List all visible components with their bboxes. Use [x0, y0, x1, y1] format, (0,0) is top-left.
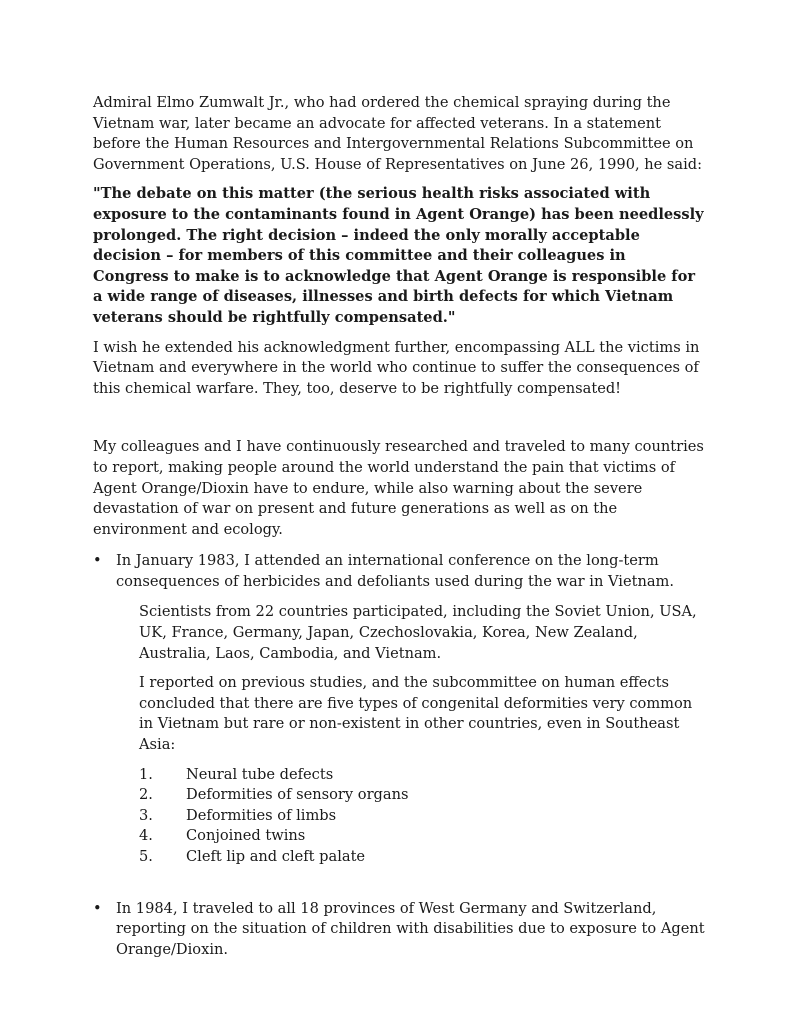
participants-paragraph: Scientists from 22 countries participated, including the Soviet Union, USA, UK, France, Germany, Japan, Czechoslovakia, Korea, New Zealand, Australia, Laos, Cambodia, and Vietnam. [139, 603, 697, 662]
bullet-text-1984: In 1984, I traveled to all 18 provinces of West Germany and Switzerland, reporting on the situation of children with disabilities due to exposure to Agent Orange/Dioxin. [116, 899, 705, 958]
colleagues-paragraph: My colleagues and I have continuously researched and traveled to many countries to report, making people around the world understand the pain that victims of Agent Orange/Dioxin have to endure, while also warning about the severe devastation of war on present and future generations as well as on the environment and ecology. [93, 438, 704, 538]
list-number: 4. [139, 827, 153, 845]
list-item [139, 785, 705, 806]
bullet-text-1983: In January 1983, I attended an international conference on the long-term consequences of herbicides and defoliants used during the war in Vietnam. [116, 552, 675, 590]
bullet-icon: • [93, 552, 102, 570]
list-text: Conjoined twins [186, 827, 306, 845]
list-number: 2. [139, 786, 153, 804]
list-text: Deformities of limbs [186, 806, 337, 824]
list-item [139, 806, 705, 827]
list-item [139, 765, 705, 786]
list-item [139, 847, 705, 868]
list-text: Neural tube defects [186, 765, 334, 783]
list-number: 3. [139, 806, 153, 824]
intro-paragraph: Admiral Elmo Zumwalt Jr., who had ordered the chemical spraying during the Vietnam war, later became an advocate for affected veterans. In a statement before the Human Resources and Intergovernmental Relations Subcommittee on Government Operations, U.S. House of Representatives on June 26, 1990, he said: [93, 94, 703, 173]
list-text: Cleft lip and cleft palate [186, 848, 366, 865]
bullet-icon: • [93, 899, 102, 917]
page-content [93, 93, 705, 960]
conference-details [93, 602, 705, 755]
list-number: 1. [139, 765, 153, 783]
bullet-item-1984 [93, 899, 705, 961]
list-number: 5. [139, 848, 153, 865]
bullet-item-1983 [93, 551, 705, 592]
deformities-list [93, 765, 705, 868]
findings-paragraph: I reported on previous studies, and the subcommittee on human effects concluded that there are five types of congenital deformities very common in Vietnam but rare or non-existent in other countries, even in Southeast Asia: [139, 674, 693, 754]
acknowledgment-paragraph: I wish he extended his acknowledgment further, encompassing ALL the victims in Vietnam and everywhere in the world who continue to suffer the consequences of this chemical warfare. They, too, deserve to be rightfully compensated! [93, 338, 700, 397]
list-text: Deformities of sensory organs [186, 786, 409, 804]
zumwalt-quote: "The debate on this matter (the serious health risks associated with exposure to the contaminants found in Agent Orange) has been needlessly prolonged. The right decision – indeed the only morally acceptable decision – for members of this committee and their colleagues in Congress to make is to acknowledge that Agent Orange is responsible for a wide range of diseases, illnesses and birth defects for which Vietnam veterans should be rightfully compensated." [93, 185, 704, 326]
list-item [139, 826, 705, 847]
